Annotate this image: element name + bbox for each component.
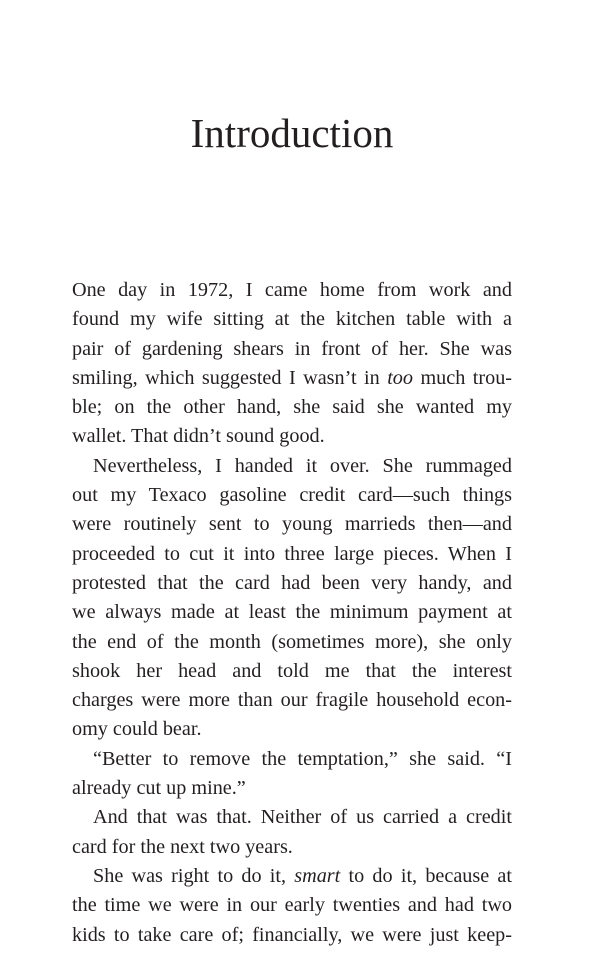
body-text bbox=[72, 276, 512, 950]
text-line bbox=[72, 276, 512, 305]
text-segment: ble; on the other hand, she said she wanted my bbox=[72, 396, 512, 419]
text-segment: proceeded to cut it into three large pieces. When I bbox=[72, 542, 512, 565]
text-line bbox=[72, 540, 512, 569]
text-line bbox=[72, 335, 512, 364]
text-segment: protested that the card had been very handy, and bbox=[72, 571, 512, 594]
text-line bbox=[72, 715, 512, 744]
text-line bbox=[72, 569, 512, 598]
emphasis-text: too bbox=[387, 366, 413, 389]
text-segment: charges were more than our fragile household econ- bbox=[72, 689, 512, 712]
text-segment: much trou- bbox=[413, 366, 513, 389]
text-line bbox=[72, 803, 512, 832]
text-segment: the time we were in our early twenties and had two bbox=[72, 894, 512, 917]
text-line bbox=[72, 305, 512, 334]
text-segment: shook her head and told me that the interest bbox=[72, 659, 512, 682]
text-line bbox=[72, 510, 512, 539]
text-segment: the end of the month (sometimes more), she only bbox=[72, 630, 512, 653]
text-line bbox=[72, 657, 512, 686]
text-line bbox=[72, 422, 512, 451]
text-segment: to do it, because at bbox=[340, 864, 512, 887]
text-segment: One day in 1972, I came home from work and bbox=[72, 279, 512, 301]
text-line bbox=[72, 364, 512, 393]
text-line bbox=[72, 598, 512, 627]
text-segment: “Better to remove the temptation,” she said. “I bbox=[93, 747, 512, 770]
text-line bbox=[72, 774, 512, 803]
text-segment: smiling, which suggested I wasn’t in bbox=[72, 366, 388, 389]
chapter-title: Introduction bbox=[190, 110, 394, 156]
text-segment: omy could bear. bbox=[72, 718, 202, 741]
text-line bbox=[72, 452, 512, 481]
text-segment: card for the next two years. bbox=[72, 835, 293, 858]
text-segment: were routinely sent to young marrieds then—and bbox=[72, 513, 512, 536]
text-segment: She was right to do it, bbox=[93, 864, 295, 887]
text-segment: And that was that. Neither of us carried a credit bbox=[93, 806, 512, 829]
text-segment: pair of gardening shears in front of her. She was bbox=[72, 337, 512, 360]
text-segment: kids to take care of; financially, we were just keep- bbox=[72, 923, 512, 946]
text-segment: we always made at least the minimum payment at bbox=[72, 601, 512, 624]
text-line bbox=[72, 921, 512, 950]
text-segment: wallet. That didn’t sound good. bbox=[72, 425, 325, 448]
text-line bbox=[72, 686, 512, 715]
text-segment: found my wife sitting at the kitchen table with a bbox=[72, 308, 512, 331]
text-line bbox=[72, 481, 512, 510]
text-line bbox=[72, 833, 512, 862]
text-segment: out my Texaco gasoline credit card—such things bbox=[72, 484, 512, 507]
text-segment: Nevertheless, I handed it over. She rummaged bbox=[93, 454, 512, 477]
text-line bbox=[72, 862, 512, 891]
text-line bbox=[72, 393, 512, 422]
text-line bbox=[72, 628, 512, 657]
text-segment: already cut up mine.” bbox=[72, 777, 246, 800]
text-line bbox=[72, 745, 512, 774]
emphasis-text: smart bbox=[294, 864, 341, 887]
text-line bbox=[72, 891, 512, 920]
